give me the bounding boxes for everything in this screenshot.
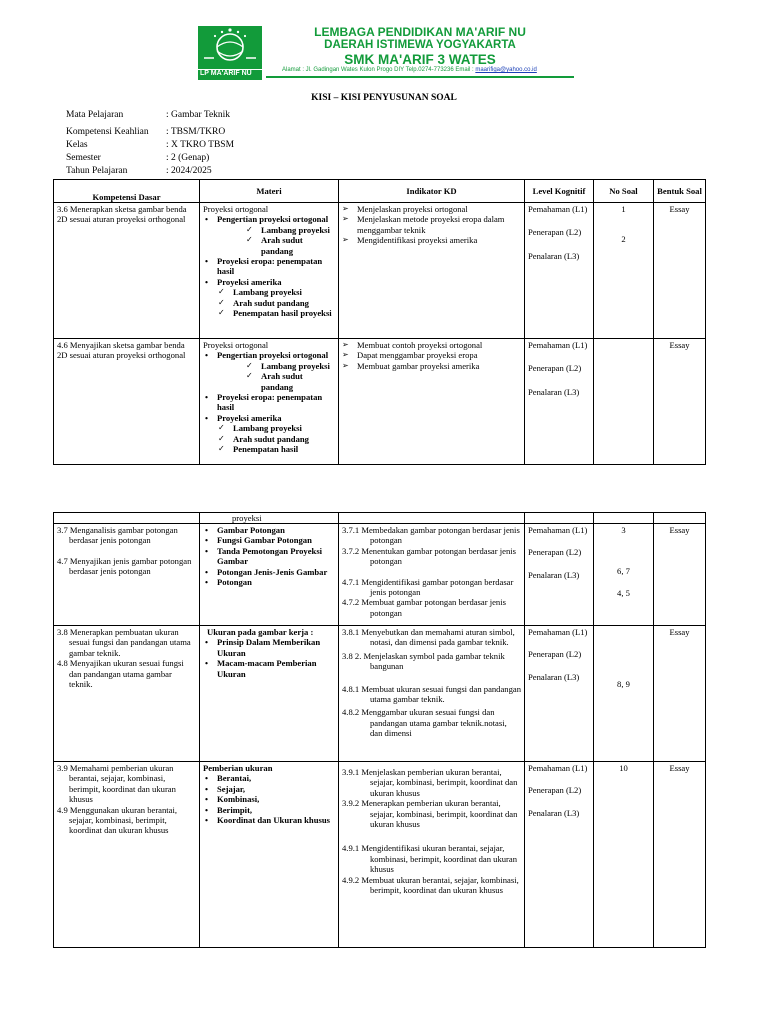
indikator-item: 4.9.1 Mengidentifikasi ukuran berantai, sejajar, kombinasi, berimpit, koordinat dan ukuran khusus: [342, 843, 518, 875]
level-l1: Pemahaman (L1): [528, 763, 588, 773]
sub-item: ✓ Lambang proyeksi: [261, 225, 335, 235]
materi-item: Pengertian proyeksi ortogonal: [217, 350, 329, 361]
email-link[interactable]: maarifiga@yahoo.co.id: [475, 67, 537, 73]
materi-sublist: [217, 287, 335, 318]
table-row: [54, 524, 706, 626]
logo-caption: LP MA'ARIF NU: [200, 70, 252, 77]
level-l3: Penalaran (L3): [528, 807, 580, 818]
list-item: • Gambar Potongan: [217, 525, 335, 535]
school-address: [282, 67, 537, 73]
materi-item: Pengertian proyeksi ortogonal: [217, 214, 329, 225]
no-soal-1: 1: [621, 204, 626, 214]
no-soal-cell: [594, 524, 654, 626]
meta-value: : X TKRO TBSM: [166, 140, 235, 150]
materi-heading: Pemberian ukuran: [203, 763, 273, 773]
meta-value: : TBSM/TKRO: [166, 127, 226, 137]
indikator-cell: [339, 524, 525, 626]
table-row-continuation: [54, 513, 706, 524]
list-item: [217, 350, 335, 392]
level-l2: Penerapan (L2): [528, 363, 582, 374]
level-l3: Penalaran (L3): [528, 569, 580, 580]
list-item: • Fungsi Gambar Potongan: [217, 535, 335, 545]
list-item: [217, 214, 335, 256]
indikator-cell: [339, 339, 525, 465]
meta-value: : 2 (Genap): [166, 153, 210, 163]
indikator-item: 3.9.2 Menerapkan pemberian ukuran berantai, sejajar, kombinasi, berimpit, koordinat dan ukuran khusus: [342, 798, 518, 830]
table-row: [54, 339, 706, 465]
table-row: [54, 762, 706, 948]
level-l1: Pemahaman (L1): [528, 204, 588, 214]
list-item: • Sejajar,: [217, 784, 335, 794]
level-cell: [525, 524, 594, 626]
grid-table-part1: [53, 179, 706, 465]
bentuk-cell: [654, 513, 706, 524]
no-soal-2: 2: [621, 234, 626, 245]
indikator-item: 3.7.2 Menentukan gambar potongan berdasar jenis potongan: [342, 545, 516, 567]
list-item: ➢ Membuat contoh proyeksi ortogonal: [357, 340, 521, 350]
header-no-soal: No Soal: [594, 180, 654, 203]
no-soal: 8, 9: [617, 679, 630, 689]
level-cell: [525, 626, 594, 762]
no-soal-cell: [594, 203, 654, 339]
materi-list: [203, 773, 335, 825]
kd-item: 3.7 Menganalisis gambar potongan berdasar jenis potongan: [57, 525, 178, 546]
kd-cell: [54, 513, 200, 524]
indikator-list: [342, 340, 521, 371]
no-soal-3: 4, 5: [617, 587, 630, 598]
materi-heading: Proyeksi ortogonal: [203, 204, 269, 214]
meta-value: : Gambar Teknik: [166, 110, 231, 120]
level-cell: [525, 203, 594, 339]
sub-item: ✓ Penempatan hasil: [233, 444, 335, 454]
list-item: • Potongan Jenis-Jenis Gambar: [217, 567, 335, 577]
meta-label: Semester: [66, 153, 101, 163]
sub-item: ✓ Penempatan hasil proyeksi: [233, 308, 335, 318]
level-l1: Pemahaman (L1): [528, 627, 588, 637]
kd-item: 3.9 Memahami pemberian ukuran berantai, sejajar, kombinasi, berimpit, koordinat dan ukuran khusus: [57, 763, 176, 805]
list-item: ➢ Mengidentifikasi proyeksi amerika: [357, 235, 521, 245]
materi-cell: [200, 524, 339, 626]
institution-region: DAERAH ISTIMEWA YOGYAKARTA: [324, 39, 516, 51]
materi-continuation: proyeksi: [200, 513, 339, 524]
kd-item: 4.7 Menyajikan jenis gambar potongan berdasar jenis potongan: [57, 555, 192, 577]
level-cell: [525, 339, 594, 465]
indikator-item: 3.9.1 Menjelaskan pemberian ukuran berantai, sejajar, kombinasi, berimpit, koordinat dan ukuran khusus: [342, 767, 518, 798]
list-item: • Berimpit,: [217, 805, 335, 815]
indikator-item: 4.8.2 Menggambar ukuran sesuai fungsi dan pandangan utama gambar teknik.notasi, dan dimensi: [342, 707, 507, 739]
materi-cell: [200, 762, 339, 948]
table-header-row: [54, 180, 706, 203]
list-item: ➢ Dapat menggambar proyeksi eropa: [357, 350, 521, 360]
indikator-item: 4.7.1 Mengidentifikasi gambar potongan berdasar jenis potongan: [342, 576, 514, 598]
kd-cell: [54, 524, 200, 626]
letterhead-divider: [266, 76, 574, 78]
level-l2: Penerapan (L2): [528, 547, 582, 558]
kd-cell: [54, 626, 200, 762]
indikator-item: 3.8 2. Menjelaskan symbol pada gambar teknik bangunan: [342, 650, 505, 672]
sub-item: ✓ Lambang proyeksi: [233, 287, 335, 297]
meta-label: Mata Pelajaran: [66, 110, 124, 120]
materi-sublist: [217, 225, 335, 256]
level-l3: Penalaran (L3): [528, 671, 580, 682]
indikator-item: 4.9.2 Membuat ukuran berantai, sejajar, kombinasi, berimpit, koordinat dan ukuran khusus: [342, 874, 519, 896]
materi-sublist: [217, 361, 335, 392]
no-soal-2: 6, 7: [617, 566, 630, 577]
institution-name: LEMBAGA PENDIDIKAN MA'ARIF NU: [314, 25, 526, 39]
level-l2: Penerapan (L2): [528, 785, 582, 796]
list-item: • Kombinasi,: [217, 794, 335, 804]
kd-cell: 4.6 Menyajikan sketsa gambar benda 2D sesuai aturan proyeksi orthogonal: [54, 339, 200, 465]
sub-item: ✓ Arah sudut pandang: [233, 434, 335, 444]
list-item: • Tanda Pemotongan Proyeksi Gambar: [217, 546, 335, 567]
meta-label: Tahun Pelajaran: [66, 166, 128, 176]
table-row: [54, 626, 706, 762]
header-kompetensi-dasar: Kompetensi Dasar: [54, 180, 200, 203]
list-item: • Koordinat dan Ukuran khusus: [217, 815, 335, 825]
sub-item: ✓ Lambang proyeksi: [233, 423, 335, 433]
kd-item: 3.8 Menerapkan pembuatan ukuran sesuai fungsi dan pandangan utama gambar teknik.: [57, 627, 191, 658]
materi-cell: [200, 339, 339, 465]
bentuk-cell: Essay: [654, 203, 706, 339]
level-l1: Pemahaman (L1): [528, 340, 588, 350]
school-name: SMK MA'ARIF 3 WATES: [344, 52, 496, 67]
meta-label: Kelas: [66, 140, 88, 150]
materi-item: Proyeksi amerika: [217, 276, 282, 287]
level-l3: Penalaran (L3): [528, 250, 580, 261]
kd-item: 4.8 Menyajikan ukuran sesuai fungsi dan pandangan utama gambar teknik.: [57, 658, 184, 690]
level-l2: Penerapan (L2): [528, 227, 582, 238]
no-soal-cell: [594, 513, 654, 524]
list-item: • Proyeksi eropa: penempatan hasil: [217, 392, 335, 413]
list-item: • Macam-macam Pemberian Ukuran: [217, 658, 335, 679]
bentuk-cell: Essay: [654, 524, 706, 626]
indikator-item: 3.8.1 Menyebutkan dan memahami aturan simbol, notasi, dan dimensi pada gambar teknik.: [342, 627, 515, 648]
list-item: [217, 277, 335, 319]
grid-table-part2: [53, 512, 706, 948]
level-l3: Penalaran (L3): [528, 386, 580, 397]
bentuk-cell: Essay: [654, 339, 706, 465]
kd-cell: 3.6 Menerapkan sketsa gambar benda 2D sesuai aturan proyeksi orthogonal: [54, 203, 200, 339]
no-soal-cell: 10: [594, 762, 654, 948]
materi-cell: [200, 626, 339, 762]
list-item: ➢ Membuat gambar proyeksi amerika: [357, 361, 521, 371]
level-l1: Pemahaman (L1): [528, 525, 588, 535]
list-item: • Berantai,: [217, 773, 335, 783]
materi-list: [203, 350, 335, 454]
level-cell: [525, 762, 594, 948]
kd-cell: [54, 762, 200, 948]
no-soal-1: 3: [621, 525, 626, 535]
list-item: • Proyeksi eropa: penempatan hasil: [217, 256, 335, 277]
indikator-item: 4.8.1 Membuat ukuran sesuai fungsi dan pandangan utama gambar teknik.: [342, 683, 521, 705]
kd-item: 4.9 Menggunakan ukuran berantai, sejajar, kombinasi, berimpit, koordinat dan ukuran khusus: [57, 804, 178, 836]
level-l2: Penerapan (L2): [528, 649, 582, 660]
bentuk-cell: Essay: [654, 626, 706, 762]
list-item: • Prinsip Dalam Memberikan Ukuran: [217, 637, 335, 658]
materi-sublist: [217, 423, 335, 454]
materi-list: [203, 637, 335, 679]
indikator-item: 4.7.2 Membuat gambar potongan berdasar jenis potongan: [342, 597, 506, 618]
nu-logo: [196, 24, 264, 81]
header-materi: Materi: [200, 180, 339, 203]
meta-label: Kompetensi Keahlian: [66, 127, 149, 137]
address-text: Alamat : Jl. Gadingan Wates Kulon Progo DIY Telp.0274-773236 Email :: [282, 67, 474, 73]
meta-value: : 2024/2025: [166, 166, 212, 176]
list-item: • Potongan: [217, 577, 335, 587]
table-row: [54, 203, 706, 339]
bentuk-cell: Essay: [654, 762, 706, 948]
indikator-cell: [339, 762, 525, 948]
materi-list: [203, 525, 335, 587]
indikator-item: 3.7.1 Membedakan gambar potongan berdasar jenis potongan: [342, 525, 520, 546]
indikator-list: [342, 204, 521, 246]
list-item: ➢ Menjelaskan proyeksi ortogonal: [357, 204, 521, 214]
header-bentuk-soal: Bentuk Soal: [654, 180, 706, 203]
materi-list: [203, 214, 335, 318]
list-item: ➢ Menjelaskan metode proyeksi eropa dalam menggambar teknik: [357, 214, 521, 235]
sub-item: ✓ Arah sudut pandang: [261, 235, 335, 256]
materi-cell: [200, 203, 339, 339]
document-title: KISI – KISI PENYUSUNAN SOAL: [311, 93, 457, 103]
materi-heading: Ukuran pada gambar kerja :: [207, 627, 314, 637]
no-soal-cell: [594, 339, 654, 465]
materi-heading: Proyeksi ortogonal: [203, 340, 269, 350]
indikator-cell: [339, 203, 525, 339]
sub-item: ✓ Arah sudut pandang: [233, 298, 335, 308]
no-soal-cell: [594, 626, 654, 762]
header-indikator: Indikator KD: [339, 180, 525, 203]
materi-item: Proyeksi amerika: [217, 412, 282, 423]
level-cell: [525, 513, 594, 524]
list-item: [217, 413, 335, 455]
sub-item: ✓ Arah sudut pandang: [261, 371, 335, 392]
indikator-cell: [339, 626, 525, 762]
indikator-cell: [339, 513, 525, 524]
letterhead: [196, 24, 574, 81]
header-level: Level Kognitif: [525, 180, 594, 203]
sub-item: ✓ Lambang proyeksi: [261, 361, 335, 371]
